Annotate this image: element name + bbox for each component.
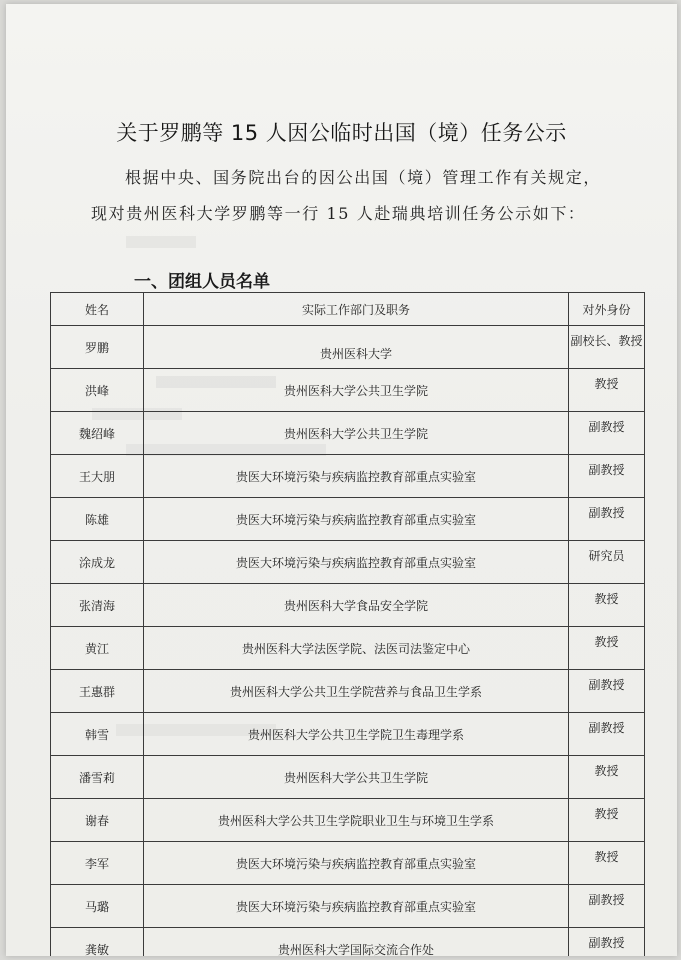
cell-role: 副教授 (569, 670, 645, 713)
cell-name: 洪峰 (51, 369, 144, 412)
cell-name: 张清海 (51, 584, 144, 627)
cell-name: 罗鹏 (51, 326, 144, 369)
section-heading: 一、团组人员名单 (134, 272, 270, 292)
header-name: 姓名 (51, 293, 144, 326)
cell-name: 涂成龙 (51, 541, 144, 584)
table-row (51, 541, 645, 584)
table-row (51, 498, 645, 541)
bleed-through-mark (126, 236, 196, 248)
cell-role: 教授 (569, 584, 645, 627)
cell-name: 潘雪莉 (51, 756, 144, 799)
cell-role: 研究员 (569, 541, 645, 584)
cell-role: 副教授 (569, 455, 645, 498)
header-dept: 实际工作部门及职务 (144, 293, 569, 326)
cell-name: 马璐 (51, 885, 144, 928)
table-row (51, 326, 645, 369)
cell-dept: 贵医大环境污染与疾病监控教育部重点实验室 (144, 842, 569, 885)
cell-role: 教授 (569, 842, 645, 885)
document-page (6, 4, 677, 956)
cell-role: 副教授 (569, 713, 645, 756)
header-role: 对外身份 (569, 293, 645, 326)
cell-name: 谢春 (51, 799, 144, 842)
cell-role: 副教授 (569, 928, 645, 957)
cell-name: 龚敏 (51, 928, 144, 957)
cell-name: 黄江 (51, 627, 144, 670)
cell-dept: 贵医大环境污染与疾病监控教育部重点实验室 (144, 541, 569, 584)
table-header-row (51, 293, 645, 326)
cell-role: 教授 (569, 369, 645, 412)
cell-name: 王惠群 (51, 670, 144, 713)
table-row (51, 369, 645, 412)
cell-name: 韩雪 (51, 713, 144, 756)
cell-dept: 贵州医科大学法医学院、法医司法鉴定中心 (144, 627, 569, 670)
cell-dept: 贵医大环境污染与疾病监控教育部重点实验室 (144, 885, 569, 928)
cell-role: 副教授 (569, 412, 645, 455)
table-row (51, 885, 645, 928)
cell-name: 李军 (51, 842, 144, 885)
cell-dept: 贵医大环境污染与疾病监控教育部重点实验室 (144, 498, 569, 541)
table-row (51, 713, 645, 756)
cell-name: 王大朋 (51, 455, 144, 498)
cell-role: 教授 (569, 627, 645, 670)
cell-role: 教授 (569, 756, 645, 799)
cell-dept: 贵州医科大学公共卫生学院 (144, 412, 569, 455)
table-row (51, 670, 645, 713)
cell-role: 副教授 (569, 498, 645, 541)
cell-dept: 贵州医科大学公共卫生学院营养与食品卫生学系 (144, 670, 569, 713)
cell-dept: 贵州医科大学 (144, 326, 569, 369)
cell-role: 教授 (569, 799, 645, 842)
cell-dept: 贵医大环境污染与疾病监控教育部重点实验室 (144, 455, 569, 498)
table-row (51, 627, 645, 670)
table-row (51, 756, 645, 799)
personnel-table (50, 292, 645, 956)
cell-role: 副教授 (569, 885, 645, 928)
cell-name: 陈雄 (51, 498, 144, 541)
table-row (51, 799, 645, 842)
cell-dept: 贵州医科大学国际交流合作处 (144, 928, 569, 957)
document-title: 关于罗鹏等 15 人因公临时出国（境）任务公示 (116, 121, 567, 145)
cell-dept: 贵州医科大学公共卫生学院 (144, 756, 569, 799)
intro-paragraph: 根据中央、国务院出台的因公出国（境）管理工作有关规定，现对贵州医科大学罗鹏等一行 15 人赴瑞典培训任务公示如下： (91, 168, 601, 223)
table-row (51, 928, 645, 957)
table-row (51, 455, 645, 498)
cell-name: 魏绍峰 (51, 412, 144, 455)
cell-role: 副校长、教授 (569, 326, 645, 369)
table-row (51, 842, 645, 885)
table-row (51, 584, 645, 627)
table-row (51, 412, 645, 455)
cell-dept: 贵州医科大学公共卫生学院卫生毒理学系 (144, 713, 569, 756)
cell-dept: 贵州医科大学食品安全学院 (144, 584, 569, 627)
cell-dept: 贵州医科大学公共卫生学院 (144, 369, 569, 412)
cell-dept: 贵州医科大学公共卫生学院职业卫生与环境卫生学系 (144, 799, 569, 842)
